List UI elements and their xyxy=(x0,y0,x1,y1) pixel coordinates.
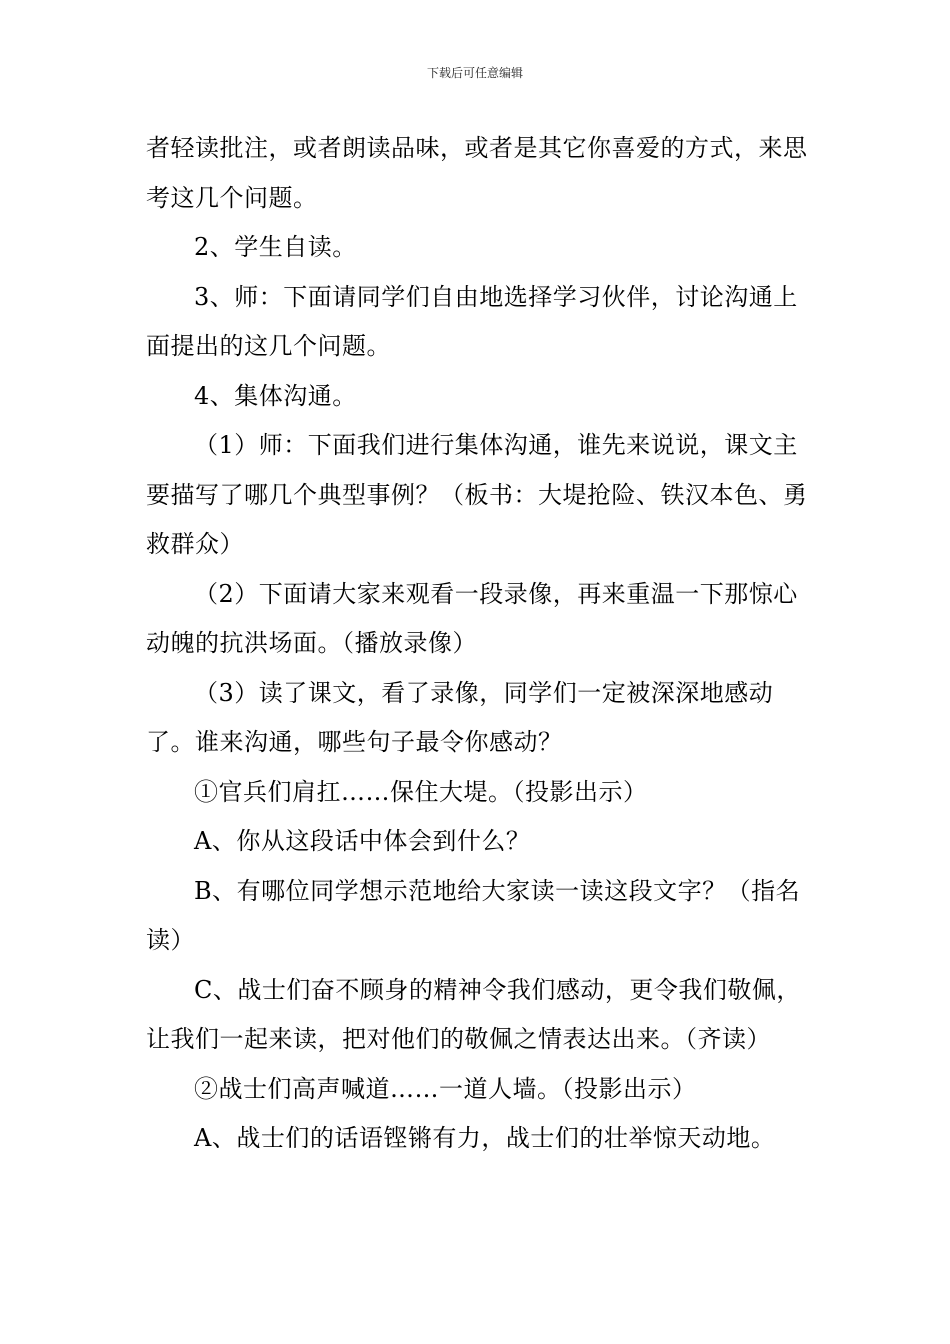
paragraph-1: 者轻读批注，或者朗读品味，或者是其它你喜爱的方式，来思考这几个问题。 xyxy=(146,134,808,212)
paragraph-3: 3、师：下面请同学们自由地选择学习伙伴，讨论沟通上面提出的这几个问题。 xyxy=(146,282,798,360)
paragraph-6: （2）下面请大家来观看一段录像，再来重温一下那惊心动魄的抗洪场面。（播放录像） xyxy=(146,579,798,657)
page-header: 下载后可任意编辑 xyxy=(426,66,523,80)
paragraph-11: C、战士们奋不顾身的精神令我们感动，更令我们敬佩，让我们一起来读，把对他们的敬佩之情表达出来。（齐读） xyxy=(146,975,801,1053)
paragraph-10: B、有哪位同学想示范地给大家读一读这段文字？（指名读） xyxy=(146,876,801,954)
paragraph-4: 4、集体沟通。 xyxy=(194,381,357,410)
paragraph-13: A、战士们的话语铿锵有力，战士们的壮举惊天动地。 xyxy=(194,1124,776,1152)
paragraph-5: （1）师：下面我们进行集体沟通，谁先来说说，课文主要描写了哪几个典型事例？（板书：大堤抢险、铁汉本色、勇救群众） xyxy=(146,431,808,558)
paragraph-7: （3）读了课文，看了录像，同学们一定被深深地感动了。谁来沟通，哪些句子最令你感动？ xyxy=(146,678,774,756)
document-body xyxy=(146,124,812,1164)
paragraph-8: ①官兵们肩扛……保住大堤。（投影出示） xyxy=(194,777,648,806)
paragraph-9: A、你从这段话中体会到什么？ xyxy=(194,827,531,855)
paragraph-12: ②战士们高声喊道……一道人墙。（投影出示） xyxy=(194,1074,697,1103)
paragraph-2: 2、学生自读。 xyxy=(194,233,357,261)
